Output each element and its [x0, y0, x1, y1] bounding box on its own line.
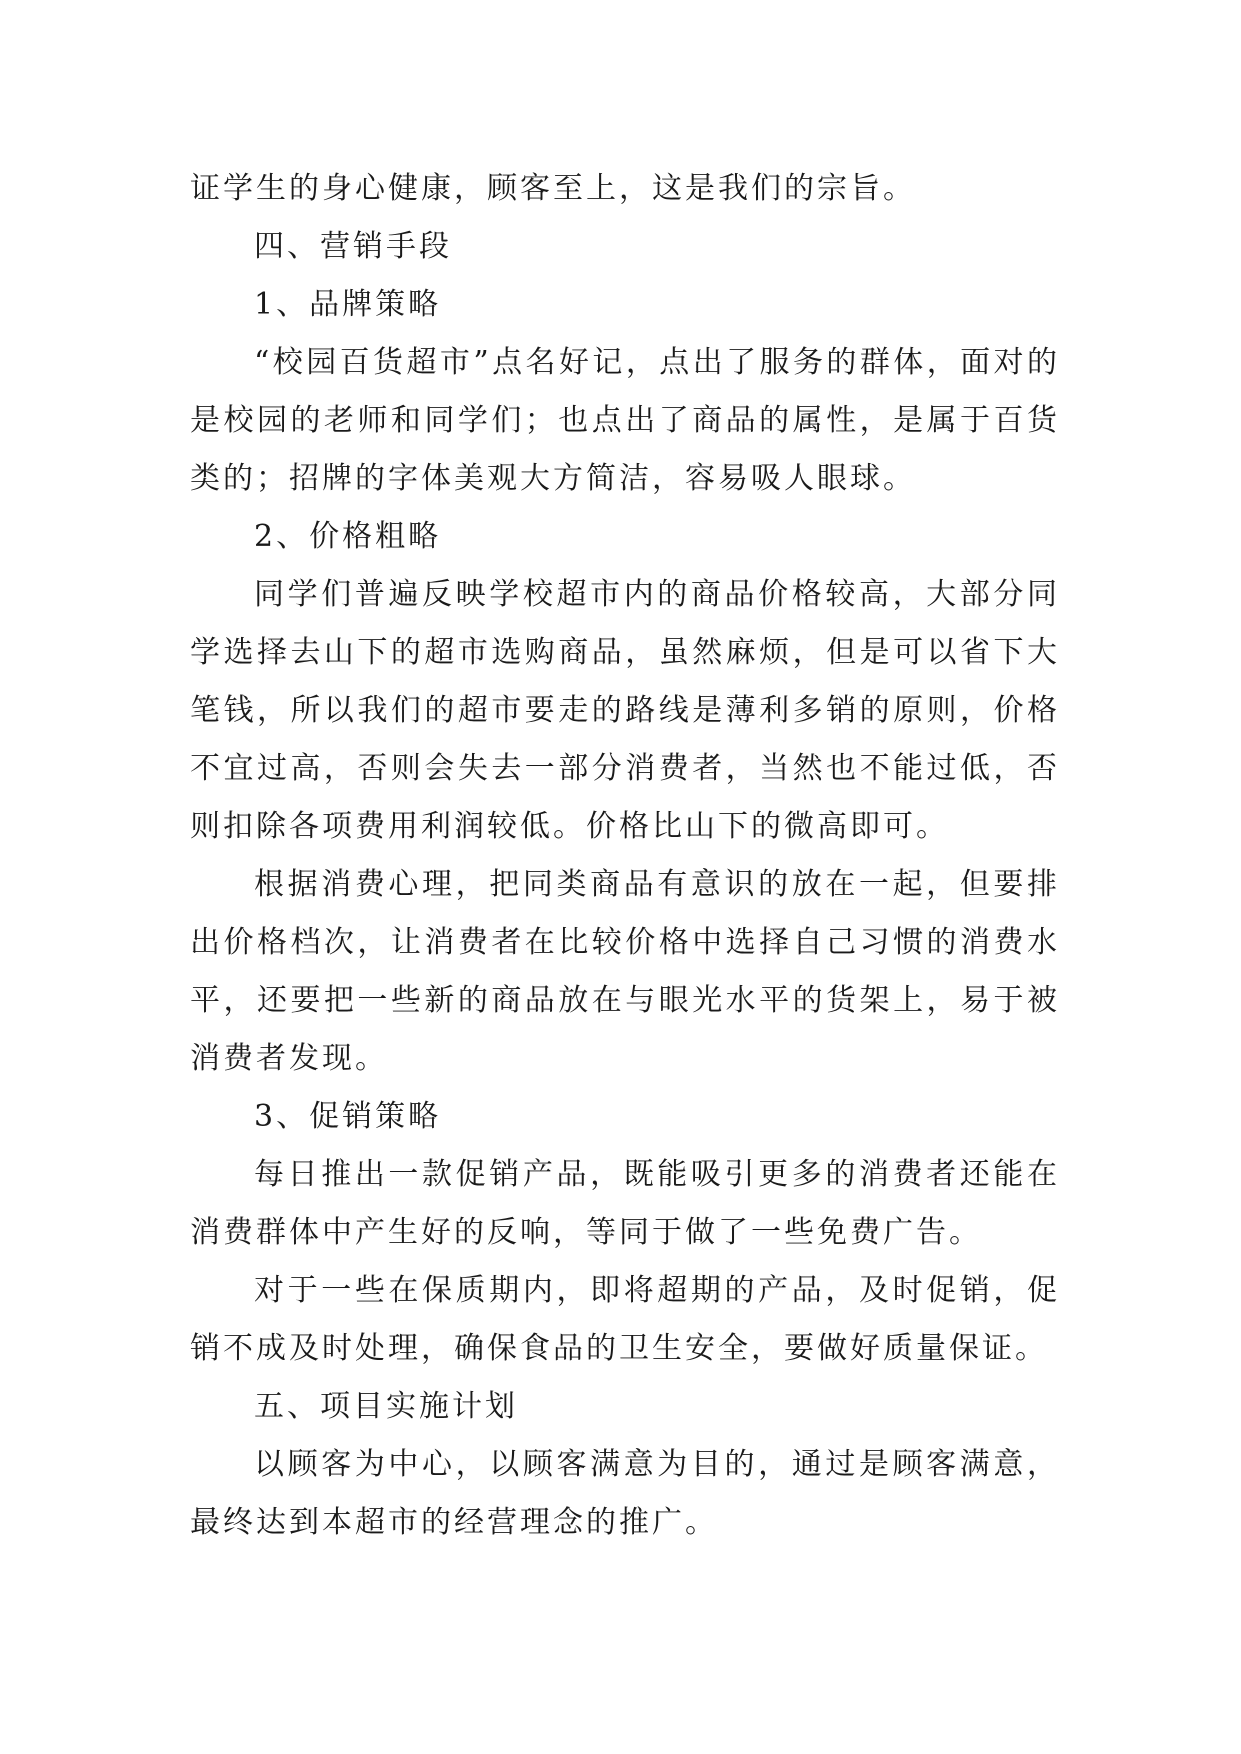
paragraph-brand: “校园百货超市”点名好记，点出了服务的群体，面对的是校园的老师和同学们；也点出了商品的属性，是属于百货类的；招牌的字体美观大方简洁，容易吸人眼球。 — [190, 345, 1060, 496]
paragraph-continuation: 证学生的身心健康，顾客至上，这是我们的宗旨。 — [190, 171, 916, 206]
document-body — [190, 160, 1060, 1552]
paragraph-consumer-psychology: 根据消费心理，把同类商品有意识的放在一起，但要排出价格档次，让消费者在比较价格中选择自己习惯的消费水平，还要把一些新的商品放在与眼光水平的货架上，易于被消费者发现。 — [190, 867, 1060, 1076]
paragraph-daily-promotion: 每日推出一款促销产品，既能吸引更多的消费者还能在消费群体中产生好的反响，等同于做了一些免费广告。 — [190, 1157, 1060, 1250]
paragraph-customer-centric: 以顾客为中心，以顾客满意为目的，通过是顾客满意，最终达到本超市的经营理念的推广。 — [190, 1447, 1060, 1540]
paragraph-price: 同学们普遍反映学校超市内的商品价格较高，大部分同学选择去山下的超市选购商品，虽然麻烦，但是可以省下大笔钱，所以我们的超市要走的路线是薄利多销的原则，价格不宜过高，否则会失去一部分消费者，当然也不能过低，否则扣除各项费用利润较低。价格比山下的微高即可。 — [190, 577, 1060, 844]
subheading-price-strategy: 2、价格粗略 — [254, 519, 442, 554]
paragraph-expiry-promotion: 对于一些在保质期内，即将超期的产品，及时促销，促销不成及时处理，确保食品的卫生安全，要做好质量保证。 — [190, 1273, 1060, 1366]
section-heading-implementation: 五、项目实施计划 — [254, 1389, 518, 1424]
subheading-promotion-strategy: 3、促销策略 — [254, 1099, 442, 1134]
subheading-brand-strategy: 1、品牌策略 — [254, 287, 442, 322]
section-heading-marketing: 四、营销手段 — [254, 229, 452, 264]
